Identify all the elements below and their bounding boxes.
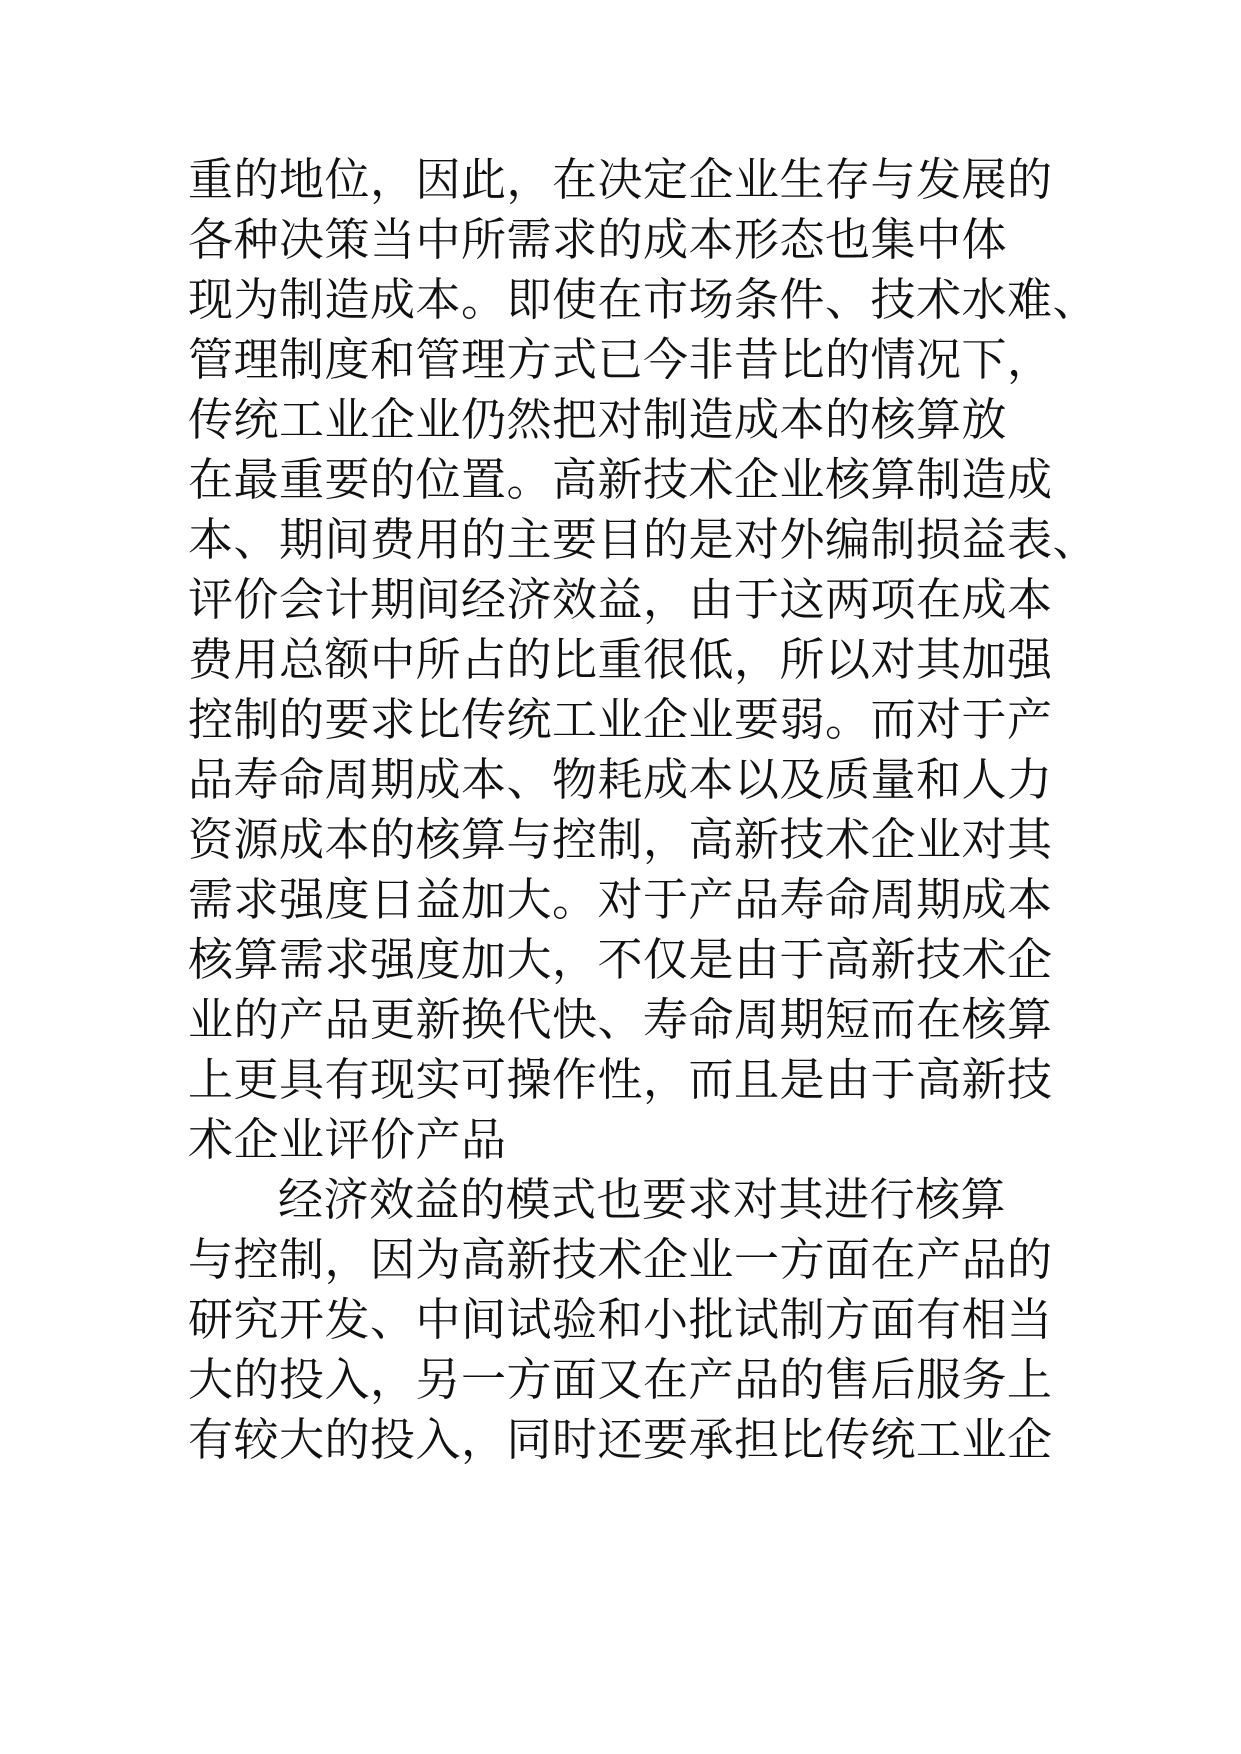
text-line-1: 重的地位，因此，在决定企业生存与发展的 (188, 153, 1053, 206)
text-line-7: 本、期间费用的主要目的是对外编制损益表、 (188, 513, 1099, 566)
text-line-11: 品寿命周期成本、物耗成本以及质量和人力 (188, 753, 1053, 806)
text-line-20: 研究开发、中间试验和小批试制方面有相当 (188, 1293, 1053, 1346)
paragraph-start-line: 经济效益的模式也要求对其进行核算 (278, 1173, 1007, 1226)
text-line-14: 核算需求强度加大，不仅是由于高新技术企 (188, 933, 1053, 986)
text-line-21: 大的投入，另一方面又在产品的售后服务上 (188, 1353, 1053, 1406)
text-line-10: 控制的要求比传统工业企业要弱。而对于产 (188, 693, 1053, 746)
text-line-12: 资源成本的核算与控制，高新技术企业对其 (188, 813, 1053, 866)
text-line-15: 业的产品更新换代快、寿命周期短而在核算 (188, 993, 1053, 1046)
text-line-19: 与控制，因为高新技术企业一方面在产品的 (188, 1233, 1053, 1286)
text-line-16: 上更具有现实可操作性，而且是由于高新技 (188, 1053, 1053, 1106)
text-line-6: 在最重要的位置。高新技术企业核算制造成 (188, 453, 1053, 506)
text-line-22: 有较大的投入，同时还要承担比传统工业企 (188, 1413, 1053, 1466)
text-line-17: 术企业评价产品 (188, 1113, 507, 1166)
text-line-2: 各种决策当中所需求的成本形态也集中体 (188, 213, 1008, 266)
text-line-13: 需求强度日益加大。对于产品寿命周期成本 (188, 873, 1053, 926)
text-line-3: 现为制造成本。即使在市场条件、技术水难、 (188, 273, 1099, 326)
text-line-4: 管理制度和管理方式已今非昔比的情况下， (188, 333, 1053, 386)
text-line-8: 评价会计期间经济效益，由于这两项在成本 (188, 573, 1053, 626)
text-line-5: 传统工业企业仍然把对制造成本的核算放 (188, 393, 1008, 446)
body-text (188, 150, 1099, 1470)
text-line-9: 费用总额中所占的比重很低，所以对其加强 (188, 633, 1053, 686)
